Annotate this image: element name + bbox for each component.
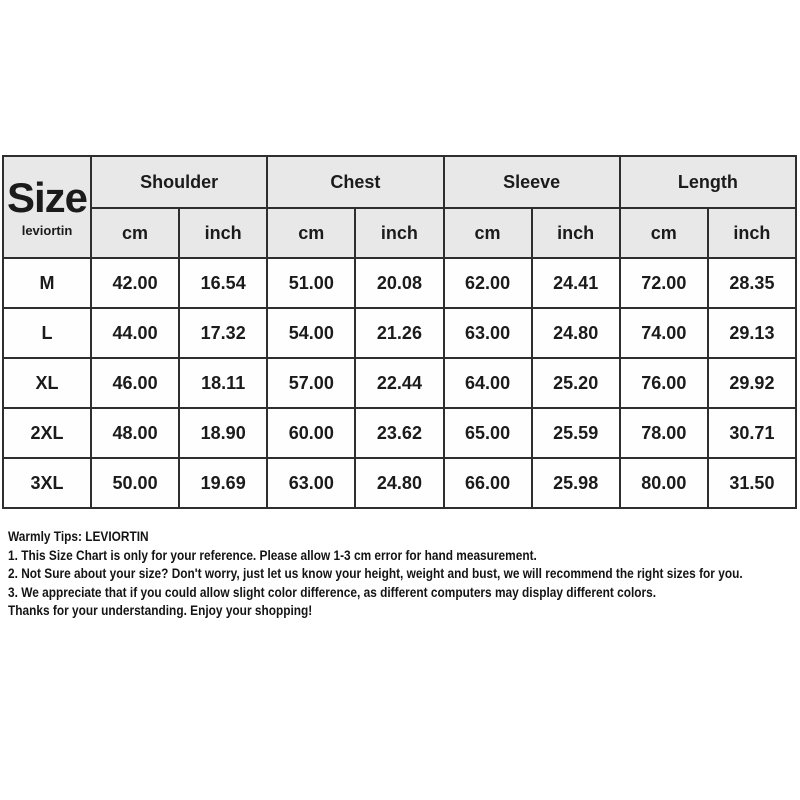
unit-header-length-cm: cm	[620, 208, 708, 258]
brand-label: leviortin	[21, 222, 73, 238]
cell-length-inch: 29.13	[708, 308, 796, 358]
table-row-3xl	[3, 458, 796, 508]
cell-length-cm: 74.00	[620, 308, 708, 358]
cell-chest-inch: 23.62	[355, 408, 443, 458]
size-label: M	[3, 258, 91, 308]
column-group-sleeve: Sleeve	[444, 156, 620, 208]
tips-title: Warmly Tips: LEVIORTIN	[8, 529, 149, 544]
cell-sleeve-cm: 65.00	[444, 408, 532, 458]
cell-shoulder-cm: 42.00	[91, 258, 179, 308]
cell-length-cm: 80.00	[620, 458, 708, 508]
cell-chest-cm: 54.00	[267, 308, 355, 358]
size-label: XL	[3, 358, 91, 408]
cell-length-inch: 30.71	[708, 408, 796, 458]
size-header-cell	[3, 156, 91, 258]
cell-sleeve-inch: 25.98	[532, 458, 620, 508]
cell-length-inch: 31.50	[708, 458, 796, 508]
unit-header-sleeve-inch: inch	[532, 208, 620, 258]
table-row-2xl	[3, 408, 796, 458]
cell-shoulder-cm: 48.00	[91, 408, 179, 458]
cell-length-cm: 78.00	[620, 408, 708, 458]
tip-line-4: Thanks for your understanding. Enjoy your shopping!	[8, 603, 313, 618]
cell-length-inch: 28.35	[708, 258, 796, 308]
warmly-tips-section	[8, 528, 800, 621]
unit-header-sleeve-cm: cm	[444, 208, 532, 258]
cell-chest-inch: 24.80	[355, 458, 443, 508]
cell-chest-inch: 20.08	[355, 258, 443, 308]
table-row-xl	[3, 358, 796, 408]
size-label: 2XL	[3, 408, 91, 458]
cell-sleeve-cm: 66.00	[444, 458, 532, 508]
cell-sleeve-cm: 62.00	[444, 258, 532, 308]
cell-chest-inch: 21.26	[355, 308, 443, 358]
header-group-row	[3, 156, 796, 208]
cell-chest-cm: 63.00	[267, 458, 355, 508]
cell-shoulder-cm: 44.00	[91, 308, 179, 358]
size-label: 3XL	[3, 458, 91, 508]
header-unit-row	[3, 208, 796, 258]
cell-sleeve-cm: 63.00	[444, 308, 532, 358]
cell-length-inch: 29.92	[708, 358, 796, 408]
cell-sleeve-inch: 25.20	[532, 358, 620, 408]
table-row-m	[3, 258, 796, 308]
cell-shoulder-cm: 46.00	[91, 358, 179, 408]
cell-sleeve-cm: 64.00	[444, 358, 532, 408]
unit-header-chest-inch: inch	[355, 208, 443, 258]
cell-length-cm: 72.00	[620, 258, 708, 308]
cell-sleeve-inch: 25.59	[532, 408, 620, 458]
size-chart-table	[2, 155, 797, 509]
cell-length-cm: 76.00	[620, 358, 708, 408]
column-group-shoulder: Shoulder	[91, 156, 267, 208]
unit-header-shoulder-inch: inch	[179, 208, 267, 258]
cell-chest-cm: 57.00	[267, 358, 355, 408]
cell-shoulder-inch: 18.11	[179, 358, 267, 408]
cell-chest-cm: 51.00	[267, 258, 355, 308]
unit-header-length-inch: inch	[708, 208, 796, 258]
table-row-l	[3, 308, 796, 358]
tip-line-2: 2. Not Sure about your size? Don't worry, just let us know your height, weight and bust, we will recommend the right sizes for you.	[8, 566, 743, 581]
cell-chest-inch: 22.44	[355, 358, 443, 408]
cell-shoulder-inch: 17.32	[179, 308, 267, 358]
cell-sleeve-inch: 24.80	[532, 308, 620, 358]
column-group-chest: Chest	[267, 156, 443, 208]
tip-line-3: 3. We appreciate that if you could allow slight color difference, as different computers may display different colors.	[8, 584, 657, 600]
unit-header-chest-cm: cm	[267, 208, 355, 258]
cell-shoulder-cm: 50.00	[91, 458, 179, 508]
size-title: Size	[6, 173, 88, 221]
unit-header-shoulder-cm: cm	[91, 208, 179, 258]
cell-shoulder-inch: 16.54	[179, 258, 267, 308]
cell-chest-cm: 60.00	[267, 408, 355, 458]
cell-sleeve-inch: 24.41	[532, 258, 620, 308]
column-group-length: Length	[620, 156, 796, 208]
cell-shoulder-inch: 18.90	[179, 408, 267, 458]
tip-line-1: 1. This Size Chart is only for your reference. Please allow 1-3 cm error for hand measurement.	[8, 547, 537, 563]
size-label: L	[3, 308, 91, 358]
cell-shoulder-inch: 19.69	[179, 458, 267, 508]
